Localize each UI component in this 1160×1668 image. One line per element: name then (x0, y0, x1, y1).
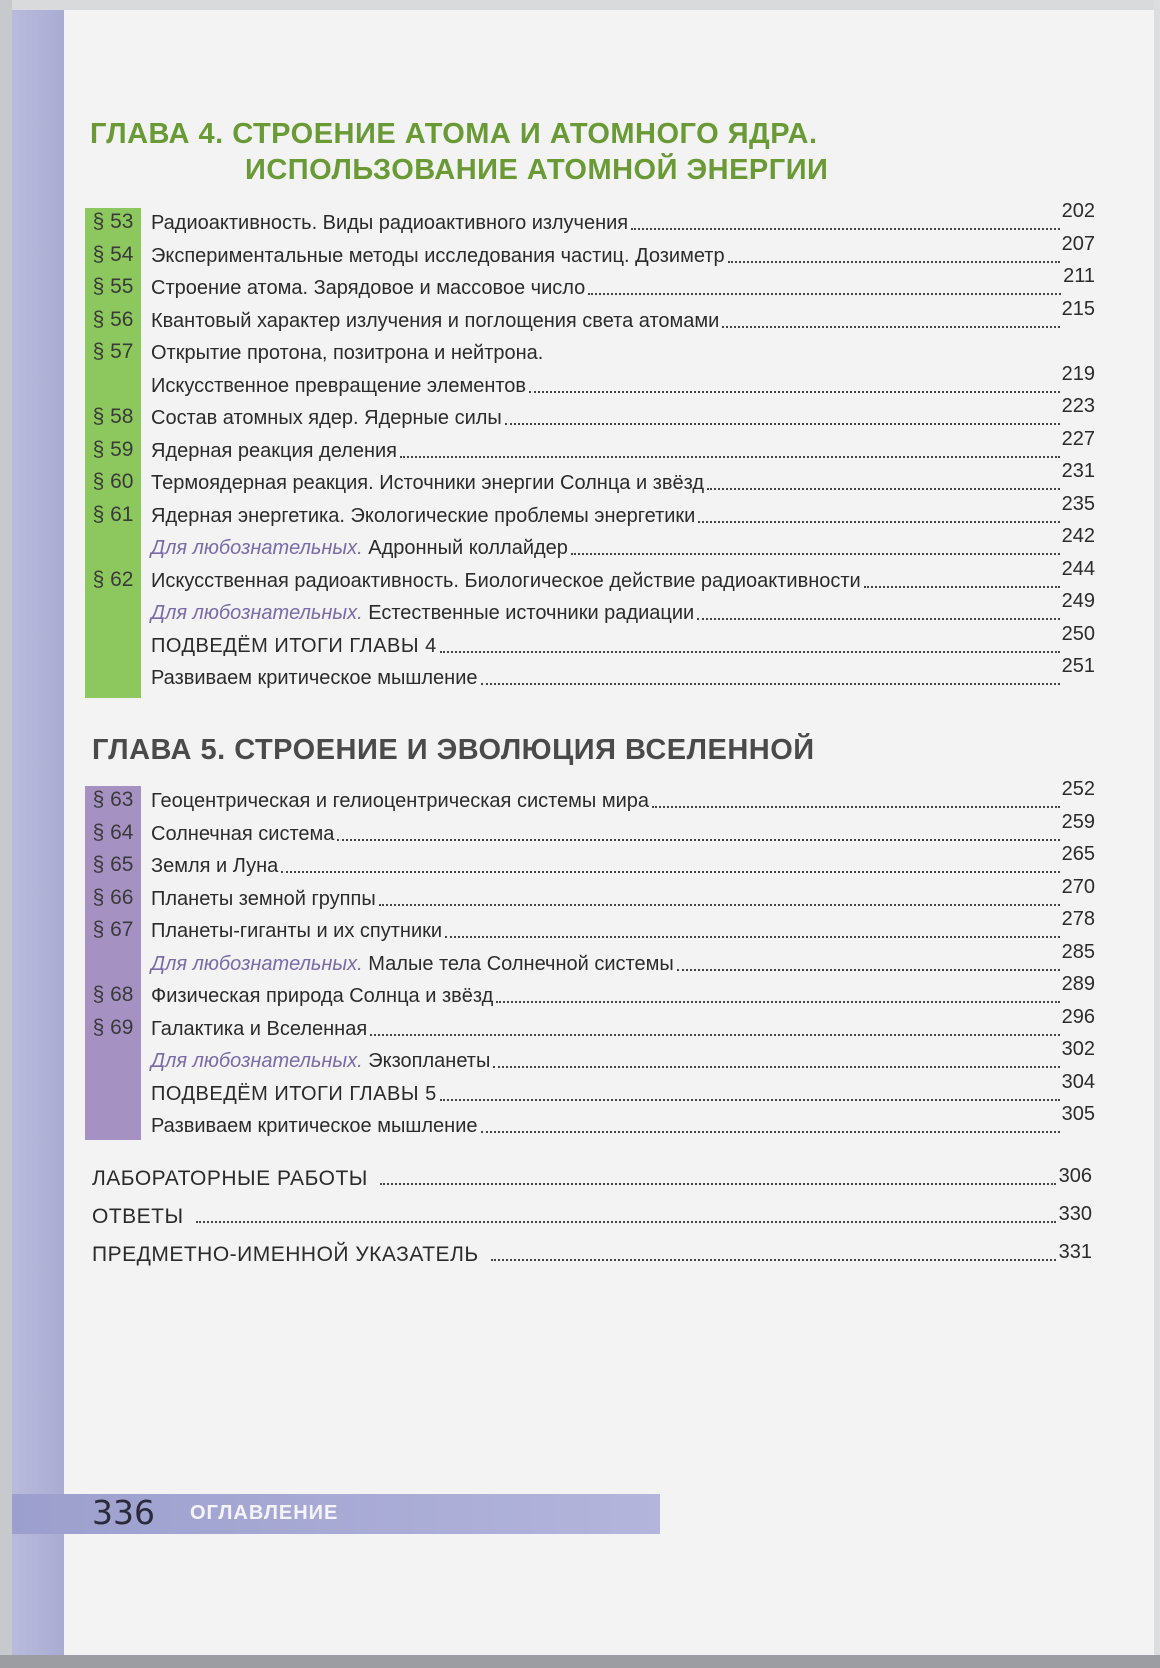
page-number: 235 (1061, 492, 1095, 515)
entry-italic-prefix: Для любознательных. (151, 602, 363, 624)
section-number: § 62 (92, 567, 134, 591)
entry-title: Ядерная реакция деления (151, 439, 398, 462)
section-number: § 57 (92, 340, 134, 363)
leader-dots (337, 839, 1059, 841)
page-number: 305 (1061, 1103, 1095, 1125)
leader-dots (652, 806, 1060, 808)
page-edge-bottom (0, 1655, 1160, 1668)
chapter4-toc (85, 200, 1095, 700)
page-number: 211 (1063, 265, 1095, 287)
chapter4-title-line1: ГЛАВА 4. СТРОЕНИЕ АТОМА И АТОМНОГО ЯДРА. (90, 118, 818, 150)
entry-title: Открытие протона, позитрона и нейтрона. (151, 342, 544, 364)
toc-row[interactable] (85, 810, 1095, 849)
section-number: § 65 (92, 853, 134, 876)
entry-title: Развиваем критическое мышление (151, 667, 478, 689)
page-number: 244 (1061, 557, 1095, 580)
page-number: 249 (1061, 590, 1095, 612)
page-number: 270 (1061, 875, 1095, 898)
leader-dots (722, 326, 1059, 328)
appendix-row[interactable] (92, 1160, 1092, 1194)
toc-row[interactable] (85, 1070, 1095, 1109)
leader-dots (728, 261, 1060, 263)
entry-title: Искусственная радиоактивность. Биологическое действие радиоактивности (151, 569, 861, 592)
toc-row[interactable] (85, 557, 1095, 596)
leader-dots (491, 1259, 1056, 1261)
section-number: § 67 (92, 918, 134, 941)
entry-title: Строение атома. Зарядовое и массовое число (151, 277, 586, 299)
page-number: 330 (1058, 1203, 1092, 1225)
entry-title (151, 1048, 490, 1076)
entry-title-text: Малые тела Солнечной системы (362, 952, 674, 975)
leader-dots (481, 683, 1060, 685)
toc-row[interactable] (85, 622, 1095, 661)
page-edge-top (0, 0, 1160, 10)
toc-row[interactable] (85, 200, 1095, 238)
page-number: 285 (1061, 940, 1095, 963)
section-number: § 63 (92, 788, 134, 811)
left-decorative-stripe (12, 10, 64, 1655)
entry-italic-prefix: Для любознательных. (151, 537, 363, 559)
toc-row[interactable] (85, 265, 1095, 303)
entry-title: ПОДВЕДЁМ ИТОГИ ГЛАВЫ 4 (151, 634, 437, 657)
toc-row[interactable] (85, 427, 1095, 466)
entry-title (151, 951, 674, 979)
entry-title: Планеты-гиганты и их спутники (151, 920, 443, 942)
page-edge-right (1154, 0, 1160, 1668)
entry-title: Геоцентрическая и гелиоцентрическая системы мира (151, 790, 650, 812)
leader-dots (445, 936, 1060, 938)
section-number: § 58 (92, 405, 134, 428)
leader-dots (698, 521, 1059, 523)
leader-dots (707, 488, 1060, 490)
page-number: 242 (1061, 525, 1095, 547)
leader-dots (697, 618, 1059, 620)
entry-title: Экспериментальные методы исследования частиц. Дозиметр (151, 244, 725, 267)
toc-row[interactable] (85, 908, 1095, 946)
entry-title: Солнечная система (151, 822, 335, 845)
toc-row[interactable] (85, 940, 1095, 979)
leader-dots (379, 904, 1060, 906)
page-number: 207 (1061, 232, 1095, 255)
section-number: § 60 (92, 470, 134, 493)
entry-title-text: Естественные источники радиации (362, 602, 695, 624)
toc-row[interactable] (85, 492, 1095, 531)
entry-title: Радиоактивность. Виды радиоактивного излучения (151, 212, 629, 234)
leader-dots (481, 1131, 1060, 1133)
toc-row[interactable] (85, 460, 1095, 498)
appendix-title: ОТВЕТЫ (92, 1205, 184, 1228)
page-number: 219 (1061, 362, 1095, 385)
section-number: § 59 (92, 437, 134, 461)
entry-title: Термоядерная реакция. Источники энергии Солнца и звёзд (151, 472, 705, 494)
leader-dots (571, 553, 1060, 555)
entry-title: Искусственное превращение элементов (151, 374, 527, 397)
entry-title-text: Адронный коллайдер (362, 537, 568, 559)
page-number: 259 (1061, 810, 1095, 833)
entry-title: Планеты земной группы (151, 887, 376, 910)
leader-dots (400, 456, 1060, 458)
page-number: 304 (1061, 1070, 1095, 1093)
leader-dots (505, 423, 1060, 425)
toc-row[interactable] (85, 395, 1095, 433)
entry-title: Галактика и Вселенная (151, 1017, 368, 1040)
toc-row[interactable] (85, 875, 1095, 914)
toc-row[interactable] (85, 297, 1095, 336)
toc-row[interactable] (85, 1103, 1095, 1141)
appendix-row[interactable] (92, 1198, 1092, 1232)
leader-dots (440, 651, 1060, 653)
section-number: § 55 (92, 275, 134, 298)
page-number: 231 (1061, 460, 1095, 482)
leader-dots (281, 871, 1059, 873)
section-number: § 64 (92, 820, 134, 844)
leader-dots (496, 1001, 1059, 1003)
entry-title: Состав атомных ядер. Ядерные силы (151, 407, 502, 429)
entry-italic-prefix: Для любознательных. (151, 1050, 363, 1072)
page-number: 289 (1061, 973, 1095, 995)
chapter4-title-line2: ИСПОЛЬЗОВАНИЕ АТОМНОЙ ЭНЕРГИИ (245, 154, 829, 186)
toc-row[interactable] (85, 1005, 1095, 1044)
section-number: § 66 (92, 885, 134, 909)
leader-dots (631, 228, 1059, 230)
leader-dots (493, 1066, 1059, 1068)
page-number: 202 (1061, 200, 1095, 222)
toc-row[interactable] (85, 525, 1095, 563)
page-number: 215 (1061, 297, 1095, 320)
page-number: 278 (1061, 908, 1095, 930)
leader-dots (440, 1099, 1060, 1101)
entry-title: ПОДВЕДЁМ ИТОГИ ГЛАВЫ 5 (151, 1082, 437, 1105)
entry-title: Земля и Луна (151, 855, 279, 877)
toc-row[interactable] (85, 1038, 1095, 1076)
leader-dots (529, 391, 1060, 393)
entry-title: Физическая природа Солнца и звёзд (151, 985, 494, 1007)
page-number: 223 (1061, 395, 1095, 417)
toc-row[interactable] (85, 590, 1095, 628)
page-number: 331 (1058, 1241, 1092, 1263)
appendix-title: ЛАБОРАТОРНЫЕ РАБОТЫ (92, 1167, 368, 1190)
page-edge-left (0, 0, 12, 1668)
page-number: 265 (1061, 843, 1095, 865)
toc-row[interactable] (85, 232, 1095, 271)
entry-title: Квантовый характер излучения и поглощения света атомами (151, 309, 720, 332)
toc-row[interactable] (85, 843, 1095, 881)
page-number: 227 (1061, 427, 1095, 450)
section-number: § 53 (92, 210, 134, 233)
leader-dots (196, 1221, 1056, 1223)
leader-dots (370, 1034, 1059, 1036)
section-number: § 56 (92, 307, 134, 331)
chapter5-title: ГЛАВА 5. СТРОЕНИЕ И ЭВОЛЮЦИЯ ВСЕЛЕННОЙ (92, 734, 815, 766)
toc-row[interactable] (85, 362, 1095, 401)
chapter5-toc (85, 778, 1095, 1144)
toc-row[interactable] (85, 973, 1095, 1011)
leader-dots (677, 969, 1060, 971)
section-number: § 54 (92, 242, 134, 266)
page-number: 296 (1061, 1005, 1095, 1028)
section-number: § 61 (92, 502, 134, 526)
toc-row[interactable] (85, 655, 1095, 693)
entry-title: Ядерная энергетика. Экологические проблемы энергетики (151, 504, 696, 527)
entry-title-text: Экзопланеты (362, 1050, 491, 1072)
footer-page-number: 336 (92, 1493, 155, 1532)
section-number: § 69 (92, 1015, 134, 1039)
page-number: 302 (1061, 1038, 1095, 1060)
footer-section-label: ОГЛАВЛЕНИЕ (190, 1502, 339, 1524)
entry-italic-prefix: Для любознательных. (151, 952, 363, 975)
page-number: 251 (1061, 655, 1095, 677)
toc-row[interactable] (85, 336, 1095, 368)
section-number: § 68 (92, 983, 134, 1006)
appendix-title: ПРЕДМЕТНО-ИМЕННОЙ УКАЗАТЕЛЬ (92, 1243, 479, 1266)
leader-dots (380, 1183, 1056, 1185)
entry-title: Развиваем критическое мышление (151, 1115, 478, 1137)
page-number: 306 (1058, 1165, 1092, 1187)
entry-title (151, 535, 568, 563)
appendix-row[interactable] (92, 1236, 1092, 1270)
entry-title (151, 600, 694, 628)
page-number: 250 (1061, 622, 1095, 645)
leader-dots (588, 293, 1061, 295)
toc-row[interactable] (85, 778, 1095, 816)
page-number: 252 (1061, 778, 1095, 800)
leader-dots (864, 586, 1060, 588)
